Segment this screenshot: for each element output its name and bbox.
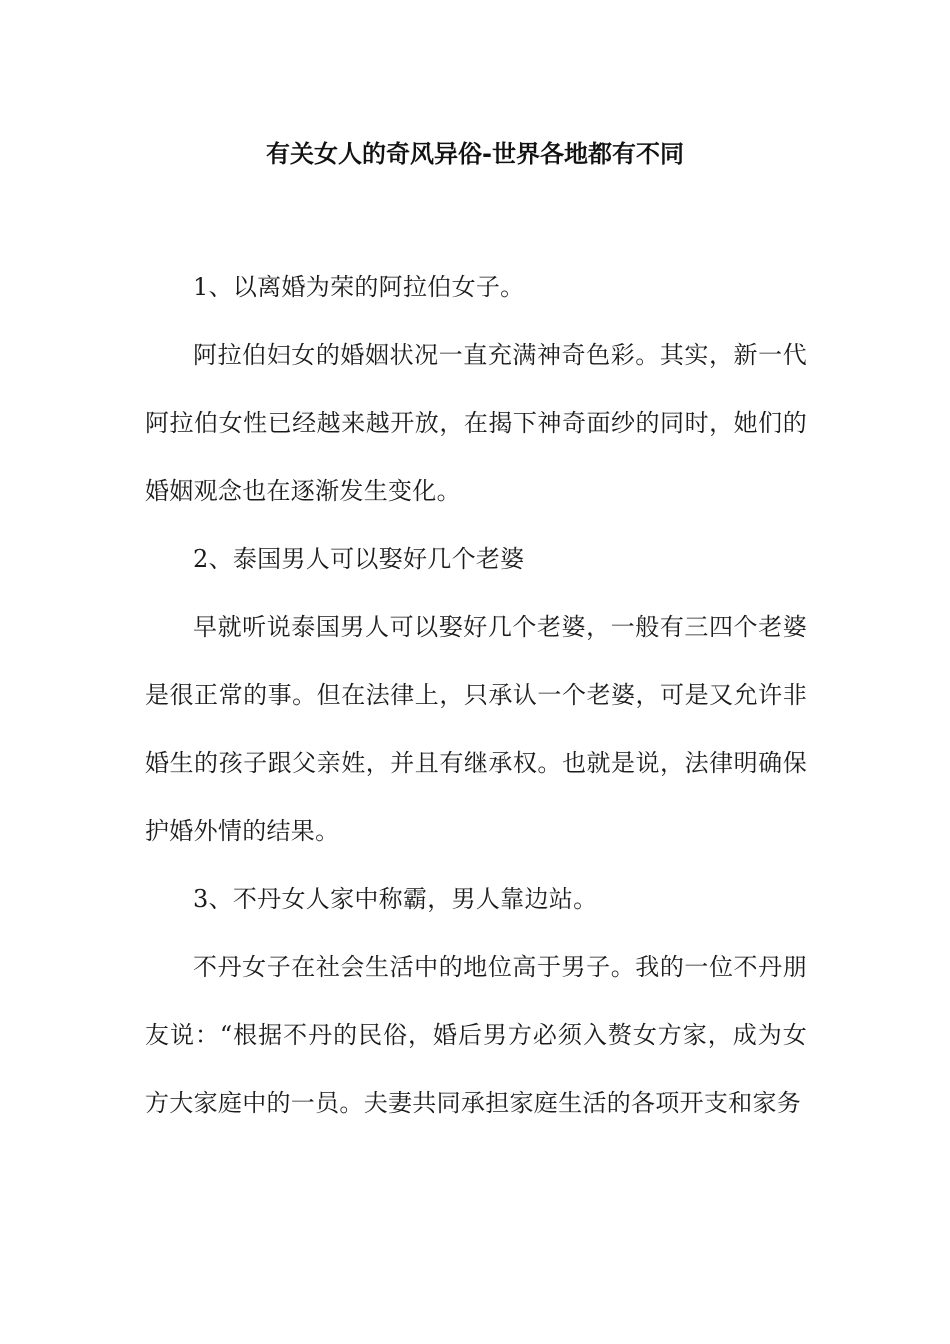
paragraph-thai-men: 早就听说泰国男人可以娶好几个老婆，一般有三四个老婆是很正常的事。但在法律上，只承认一个老婆，可是又允许非婚生的孩子跟父亲姓，并且有继承权。也就是说，法律明确保护婚外情的结果。 xyxy=(145,613,807,845)
document-body xyxy=(145,253,807,1137)
document-title: 有关女人的奇风异俗-世界各地都有不同 xyxy=(266,140,684,168)
heading-arab-women: 1、以离婚为荣的阿拉伯女子。 xyxy=(193,273,525,301)
paragraph-arab-women: 阿拉伯妇女的婚姻状况一直充满神奇色彩。其实，新一代阿拉伯女性已经越来越开放，在揭下神奇面纱的同时，她们的婚姻观念也在逐渐发生变化。 xyxy=(145,341,807,505)
heading-bhutan-women: 3、不丹女人家中称霸，男人靠边站。 xyxy=(193,885,598,913)
paragraph-bhutan-women: 不丹女子在社会生活中的地位高于男子。我的一位不丹朋友说：“根据不丹的民俗，婚后男方必须入赘女方家，成为女方大家庭中的一员。夫妻共同承担家庭生活的各项开支和家务 xyxy=(145,953,807,1117)
heading-thai-men: 2、泰国男人可以娶好几个老婆 xyxy=(193,545,525,573)
